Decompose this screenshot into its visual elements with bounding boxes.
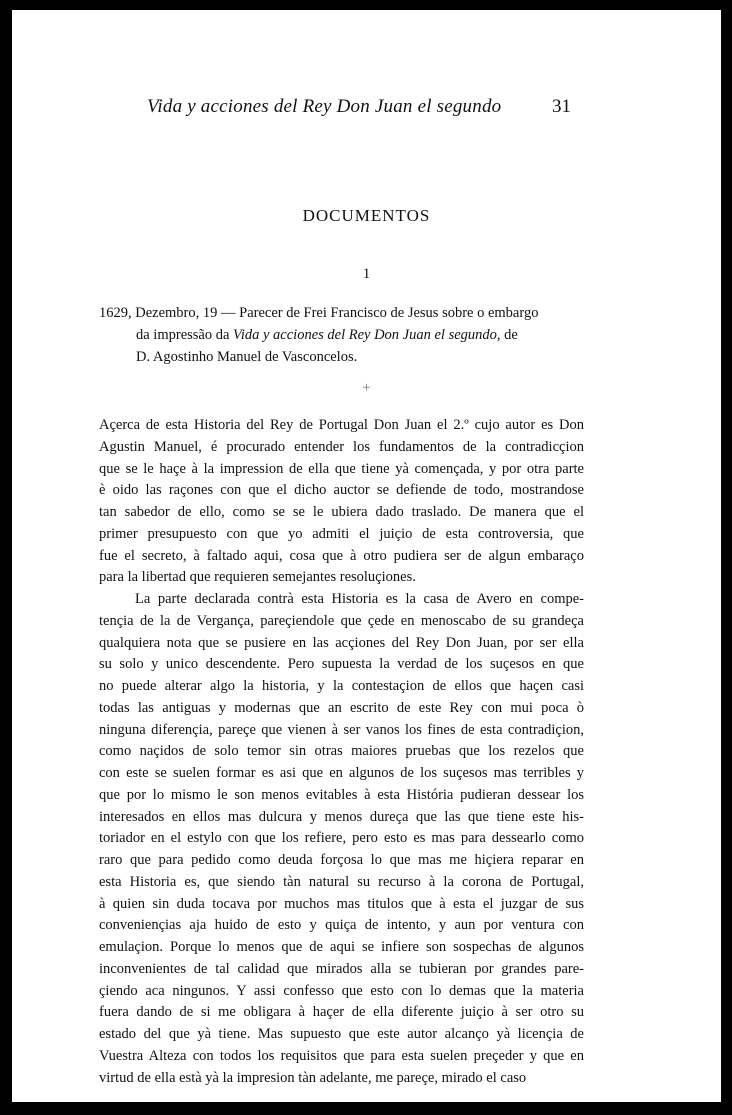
text-line: interesados en ellos mas dulcura y menos dureça que las que tiene este his-: [99, 808, 584, 825]
text-line: para la libertad que requieren semejantes resoluçiones.: [99, 569, 416, 586]
text-line: que se le haçe à la impression de ella que tiene yà començada, y por otra parte: [99, 460, 584, 477]
body-text: [99, 415, 584, 1089]
section-title: DOCUMENTOS: [302, 206, 431, 225]
heading-line-2-prefix: da impressão da: [136, 327, 234, 343]
text-line: Açerca de esta Historia del Rey de Portugal Don Juan el 2.º cujo autor es Don: [99, 417, 584, 433]
text-line: qualquiera nota que se pusiere en las acçiones del Rey Don Juan, por ser ella: [99, 634, 584, 651]
divider-cross: +: [362, 380, 371, 396]
paragraph: [99, 415, 584, 589]
text-line: La parte declarada contrà esta Historia es la casa de Avero en compe-: [135, 591, 584, 607]
text-line: raro que para pedido como deuda forçosa lo que mas me hiçiera reparar en: [99, 852, 584, 868]
text-line: estado del que yà tiene. Mas supuesto que este autor alcanço yà licençia de: [99, 1026, 584, 1042]
text-line: inconvenientes de tal calidad que mirados alla se tubieran por grandes pare-: [99, 960, 584, 977]
text-line: no puede alterar algo la historia, y la contestaçion de ellos que haçen casi: [99, 678, 584, 694]
text-line: Agustin Manuel, é procurado entender los fundamentos de la contradicçion: [99, 438, 584, 455]
text-line: toriador en el estylo con que los refiere, pero esto es mas para dessearlo como: [99, 830, 584, 847]
text-line: emulaçion. Porque lo menos que de aqui se infiere son sospechas de algunos: [99, 939, 584, 955]
running-head: [12, 96, 721, 126]
text-line: Vuestra Alteza con todos los requisitos que para esta suelen preçeder y que en: [99, 1047, 584, 1064]
text-line: esta Historia es, que siendo tàn natural su recurso à la corona de Portugal,: [99, 873, 584, 890]
running-title: Vida y acciones del Rey Don Juan el segundo: [147, 96, 502, 117]
document-number: 1: [362, 266, 371, 282]
text-line: que por lo mismo le son menos evitables à esta História pudieran dessear los: [99, 786, 584, 803]
text-line: à quien sin duda tocava por muchos mas titulos que à esta el juzgar de sus: [99, 895, 584, 912]
text-line: como naçidos de solo temor sin otras maiores pruebas que los rezelos que: [99, 743, 584, 760]
heading-line-3: D. Agostinho Manuel de Vasconcelos.: [136, 349, 358, 365]
text-line: fue el secreto, à faltado aqui, cosa que à otro pudiera ser de algun embaraço: [99, 547, 584, 564]
text-line: todas las antiguas y modernas que an escrito de este Rey con mui poca ò: [99, 699, 584, 716]
document-heading: [99, 302, 584, 368]
text-line: virtud de ella està yà la impresion tàn adelante, me pareçe, mirado el caso: [99, 1069, 527, 1086]
heading-line-1: 1629, Dezembro, 19 — Parecer de Frei Francisco de Jesus sobre o embargo: [99, 305, 539, 321]
text-line: primer presupuesto con que yo admiti el juiçio de esta controversia, que: [99, 525, 584, 542]
heading-work-title: Vida y acciones del Rey Don Juan el segundo: [233, 327, 497, 343]
text-line: çiendo aca ningunos. Y assi confesso que esto con lo demas que la materia: [99, 982, 584, 999]
heading-line-2-suffix: , de: [496, 327, 518, 343]
paragraph: [99, 589, 584, 1089]
text-line: è oido las raçones con que el dicho auctor se defiende de todo, mostrandose: [99, 482, 584, 499]
text-line: ninguna diferençia, pareçe que vienen à ser vanos los fines de esta contradiçion,: [99, 721, 584, 738]
heading-line-2: [99, 324, 584, 346]
text-line: tençia de la de Vergança, pareçiendole que çede en menoscabo de su grandeça: [99, 612, 584, 629]
text-line: conveniençias aja huido de esto y quiça de intento, y aun por ventura con: [99, 917, 584, 934]
text-line: con este se suelen formar es asi que en algunos de los suçesos mas terribles y: [99, 765, 584, 781]
text-line: su solo y unico descendente. Pero supuesta la verdad de los suçesos en que: [99, 656, 584, 673]
document-page: [12, 10, 721, 1102]
page-number: 31: [552, 96, 571, 117]
text-line: fuera dando de si me obligara à haçer de ella diferente juiçio à ser otro su: [99, 1004, 584, 1021]
text-line: tan sabedor de ello, como se se le ubiera dado traslado. De manera que el: [99, 504, 584, 520]
